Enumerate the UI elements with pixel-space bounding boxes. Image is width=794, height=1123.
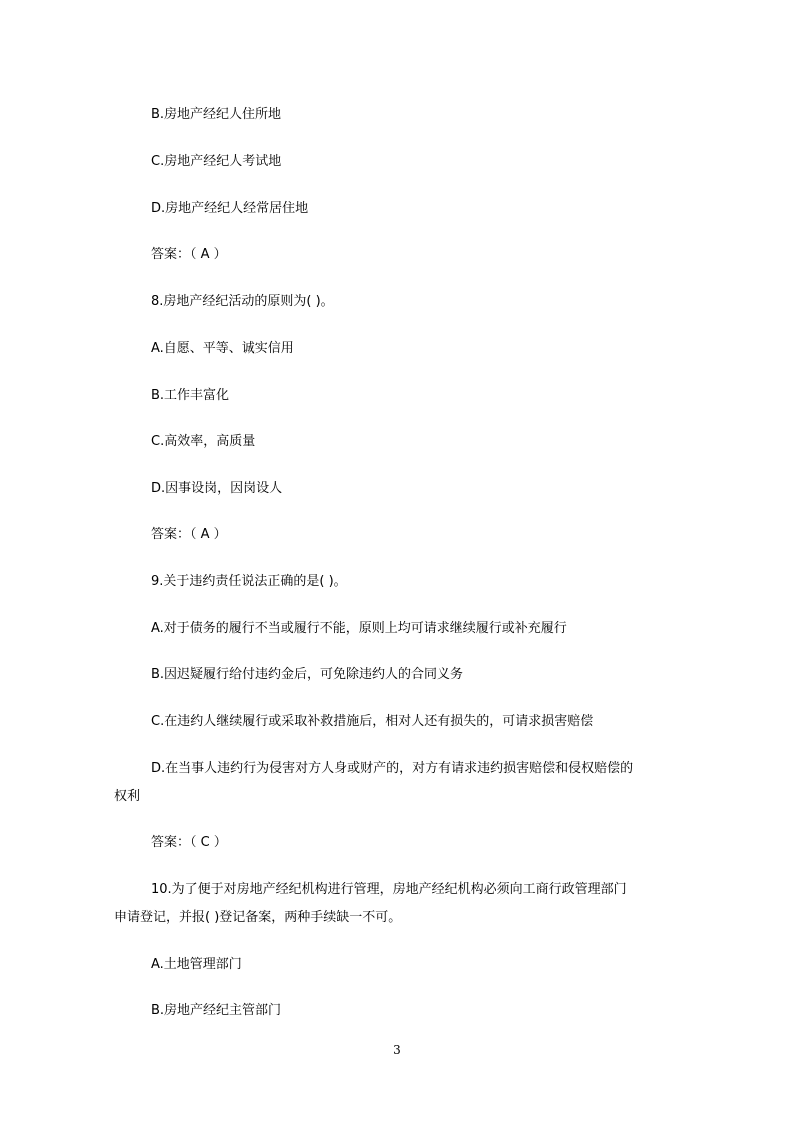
option-text: C.高效率，高质量 (151, 434, 256, 449)
option-text: B.房地产经纪人住所地 (151, 107, 282, 122)
answer-text: 答案：（ C ） (151, 835, 227, 850)
option-text-continued: 权利 (114, 789, 141, 804)
question-text: 10.为了便于对房地产经纪机构进行管理，房地产经纪机构必须向工商行政管理部门 (151, 882, 627, 897)
page-number: 3 (393, 1043, 401, 1057)
option-text: C.在违约人继续履行或采取补救措施后，相对人还有损失的，可请求损害赔偿 (151, 714, 594, 729)
option-text: A.自愿、平等、诚实信用 (151, 341, 294, 356)
option-text: B.工作丰富化 (151, 388, 230, 403)
answer-text: 答案：（ A ） (151, 247, 227, 262)
question-text: 8.房地产经纪活动的原则为( )。 (151, 294, 334, 309)
option-text: D.房地产经纪人经常居住地 (151, 201, 309, 216)
option-text: C.房地产经纪人考试地 (151, 154, 282, 169)
option-text: B.因迟疑履行给付违约金后，可免除违约人的合同义务 (151, 667, 464, 682)
answer-text: 答案：（ A ） (151, 527, 227, 542)
question-text: 9.关于违约责任说法正确的是( )。 (151, 574, 347, 589)
option-text: A.土地管理部门 (151, 957, 242, 972)
question-text-continued: 申请登记，并报( )登记备案，两种手续缺一不可。 (114, 910, 402, 925)
option-text: A.对于债务的履行不当或履行不能，原则上均可请求继续履行或补充履行 (151, 621, 567, 636)
option-text: D.在当事人违约行为侵害对方人身或财产的，对方有请求违约损害赔偿和侵权赔偿的 (151, 761, 634, 776)
option-text: D.因事设岗，因岗设人 (151, 481, 283, 496)
option-text: B.房地产经纪主管部门 (151, 1003, 282, 1018)
